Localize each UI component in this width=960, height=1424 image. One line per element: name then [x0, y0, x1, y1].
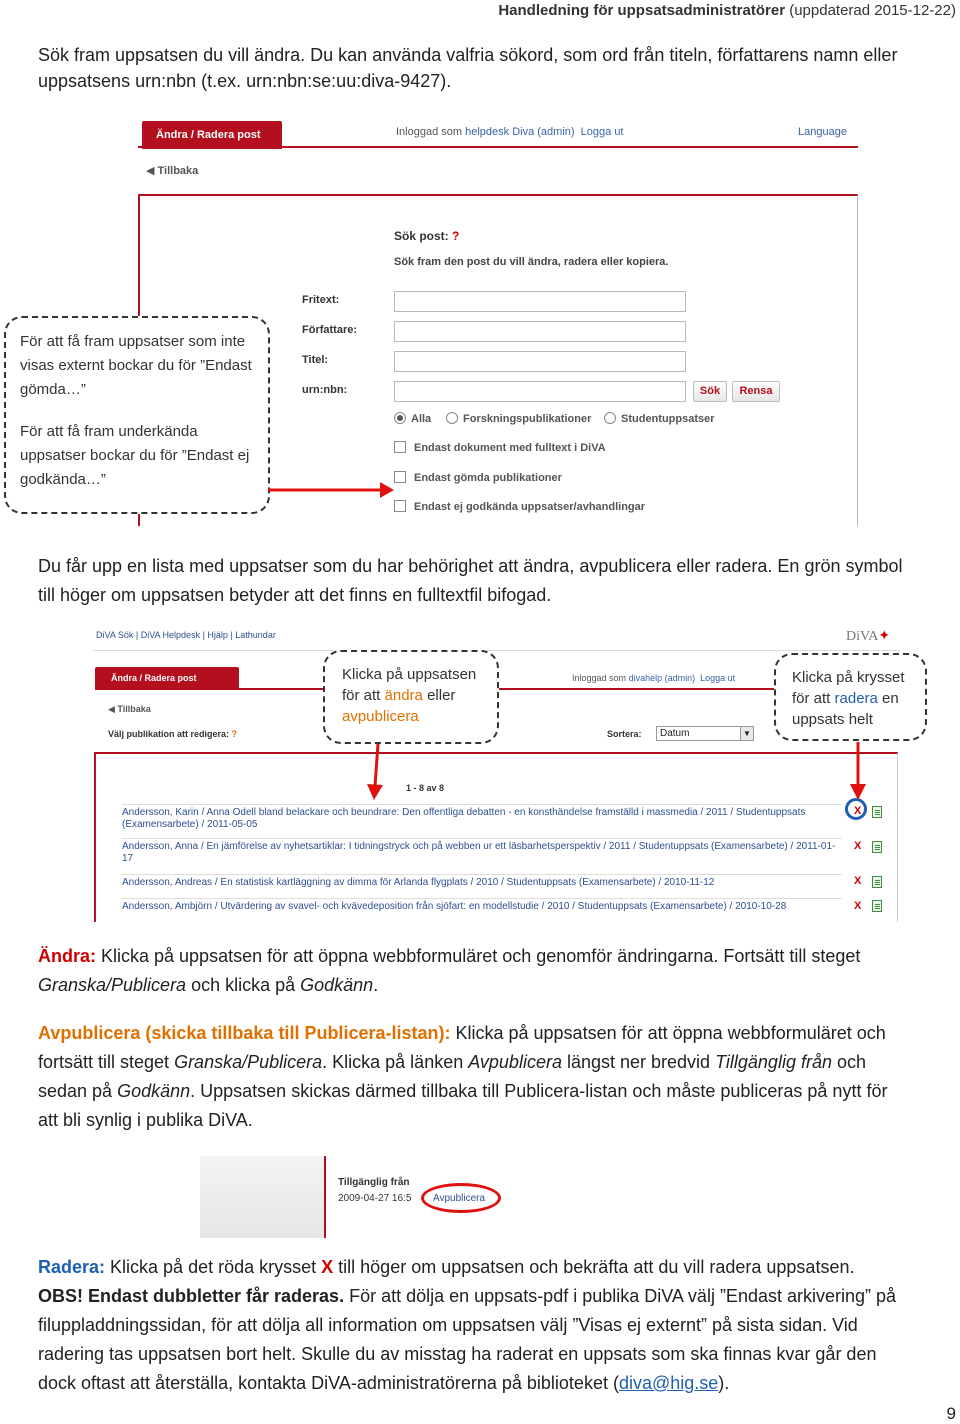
intro-line-2: uppsatsens urn:nbn (t.ex. urn:nbn:se:uu:diva-9427).	[38, 71, 452, 91]
radera-line-1	[38, 1253, 854, 1282]
andra-t2: och klicka på	[186, 975, 301, 995]
avpub-line-1	[38, 1019, 886, 1048]
forfattare-input[interactable]	[394, 321, 686, 342]
clear-button[interactable]: Rensa	[732, 381, 780, 402]
help-icon[interactable]: ?	[231, 729, 238, 739]
delete-x-2[interactable]: X	[854, 840, 862, 852]
nav-diva-helpdesk[interactable]: DiVA Helpdesk	[140, 630, 201, 640]
callout-hidden-p2: För att få fram underkända uppsatser bockar du för ”Endast ej godkända…”	[20, 423, 250, 488]
shot2-back[interactable]	[108, 704, 151, 715]
shot1-search-heading	[394, 229, 459, 243]
callout-edit-hl: ändra	[384, 687, 423, 704]
shot2-logout[interactable]: Logga ut	[700, 673, 736, 683]
avpub-i2: Avpublicera	[468, 1052, 562, 1072]
radera-l5b: ).	[718, 1373, 730, 1393]
diva-logo: DiVA	[846, 629, 879, 644]
header-title: Handledning för uppsatsadministratörer	[498, 2, 786, 19]
check-fulltext[interactable]	[394, 441, 406, 453]
radera-l5a: dock oftast att återställa, kontakta DiVA-administratörerna på biblioteket (	[38, 1373, 619, 1393]
radio-alla-label: Alla	[411, 413, 432, 425]
search-button[interactable]: Sök	[693, 381, 727, 402]
shot1-back[interactable]	[146, 164, 198, 177]
avpub-line-3	[38, 1077, 887, 1106]
shot1-search-desc: Sök fram den post du vill ändra, radera eller kopiera.	[394, 256, 669, 268]
callout3-arrow	[846, 740, 870, 802]
avpub-i3: Tillgänglig från	[715, 1052, 832, 1072]
avpublicera-screenshot	[200, 1156, 796, 1238]
shot3-label: Tillgänglig från	[338, 1177, 410, 1188]
shot1-back-label: Tillbaka	[157, 165, 199, 177]
andra-line-1	[38, 942, 860, 971]
shot2-user[interactable]: divahelp (admin)	[628, 673, 696, 683]
andra-line-2	[38, 971, 378, 1000]
shot2-nav-line	[92, 650, 900, 651]
avpub-i1: Granska/Publicera	[174, 1052, 323, 1072]
urn-input[interactable]	[394, 381, 686, 402]
avpub-i4: Godkänn	[117, 1081, 191, 1101]
help-icon[interactable]: ?	[452, 229, 460, 243]
delete-x-4[interactable]: X	[854, 900, 862, 912]
delete-x-1[interactable]: X	[854, 805, 862, 817]
fulltext-icon[interactable]	[872, 806, 882, 818]
callout-delete-pre: Klicka på krysset för att	[792, 669, 905, 707]
result-row-1[interactable]	[122, 804, 842, 832]
fritext-input[interactable]	[394, 291, 686, 312]
radera-obs: OBS! Endast dubbletter får raderas.	[38, 1286, 345, 1306]
back-arrow-icon: ◀	[146, 165, 158, 177]
shot1-user[interactable]: helpdesk Diva (admin)	[465, 126, 575, 138]
shot2-sort-label: Sortera:	[607, 729, 642, 739]
label-forfattare: Författare:	[302, 324, 358, 336]
avpub-t4: längst ner bredvid	[561, 1052, 716, 1072]
shot2-choose-label: Välj publikation att redigera:	[108, 729, 230, 739]
shot1-language[interactable]: Language	[798, 126, 847, 138]
avpub-t6: sedan på	[38, 1081, 118, 1101]
radio-alla[interactable]	[394, 412, 406, 424]
nav-lathundar[interactable]: Lathundar	[235, 630, 276, 640]
callout1-arrow	[266, 478, 396, 502]
shot2-tab[interactable]: Ändra / Radera post	[95, 667, 239, 689]
check-unapproved-label: Endast ej godkända uppsatser/avhandlingar	[414, 501, 646, 513]
star-icon: ✦	[878, 629, 891, 644]
fulltext-icon[interactable]	[872, 876, 882, 888]
avpub-t5: och	[831, 1052, 866, 1072]
radera-t1: Klicka på det röda krysset	[105, 1257, 322, 1277]
shot2-list-panel	[94, 752, 898, 922]
shot1-search-heading-text: Sök post:	[394, 229, 449, 243]
radio-student-label: Studentuppsatser	[621, 413, 715, 425]
avpub-t3: . Klicka på länken	[322, 1052, 469, 1072]
nav-hjalp[interactable]: Hjälp	[207, 630, 228, 640]
result-row-4[interactable]	[122, 898, 842, 916]
label-fritext: Fritext:	[302, 294, 340, 306]
shot2-login	[572, 673, 735, 683]
avpub-line-2	[38, 1048, 866, 1077]
radio-forskning[interactable]	[446, 412, 458, 424]
result-row-4-text[interactable]: Andersson, Ambjörn / Utvärdering av svavel- och kvävedeposition från sjöfart: en modellstudie / 2010 / Studentuppsats (Examensarbete) / 2010-10-28	[122, 901, 787, 912]
label-urn: urn:nbn:	[302, 384, 348, 396]
callout-hidden-p1: För att få fram uppsatser som inte visas externt bockar du för ”Endast gömda…”	[20, 333, 252, 398]
avpub-t1: Klicka på uppsatsen för att öppna webbformuläret och	[450, 1023, 886, 1043]
shot2-logged-in: Inloggad som	[572, 673, 627, 683]
mid-line-1: Du får upp en lista med uppsatser som du har behörighet att ändra, avpublicera eller radera. En grön symbol	[38, 556, 903, 576]
fulltext-icon[interactable]	[872, 900, 882, 912]
titel-input[interactable]	[394, 351, 686, 372]
label-titel: Titel:	[302, 354, 329, 366]
radera-line-4: radering tas uppsatsen bort helt. Skulle du av misstag ha raderat en uppsats som ska finnas kvar går den	[38, 1344, 877, 1364]
page-header	[498, 2, 956, 19]
result-row-1-text[interactable]: Andersson, Karin / Anna Odell bland belackare och beundrare: Den offentliga debatten - en konsthändelse framställd i massmedia / 2011 / Studentuppsats (Examensarbete) / 2011-05-05	[122, 807, 806, 830]
avpublicera-highlight-ellipse	[421, 1183, 501, 1213]
callout-delete-hl: radera	[834, 690, 878, 707]
result-row-2[interactable]	[122, 838, 842, 866]
andra-label: Ändra:	[38, 946, 96, 966]
sort-select[interactable]	[656, 726, 754, 741]
nav-diva-sok[interactable]: DiVA Sök	[96, 630, 134, 640]
radera-t2: till höger om uppsatsen och bekräfta att du vill radera uppsatsen.	[333, 1257, 855, 1277]
radera-line-2	[38, 1282, 896, 1311]
callout2-arrow	[364, 742, 388, 802]
sort-select-value: Datum	[660, 728, 690, 739]
shot2-nav: DiVA Sök | DiVA Helpdesk | Hjälp | Lathundar	[96, 630, 276, 640]
callout-edit-pre: Klicka på uppsatsen för att	[342, 666, 477, 704]
chevron-down-icon: ▼	[740, 727, 753, 740]
shot1-tab[interactable]: Ändra / Radera post	[142, 121, 282, 149]
header-date: (uppdaterad 2015-12-22)	[789, 2, 956, 19]
andra-step: Granska/Publicera	[38, 975, 187, 995]
radera-x: X	[321, 1257, 334, 1277]
andra-t3: .	[373, 975, 379, 995]
avpub-line-4: att bli synlig i publika DiVA.	[38, 1110, 253, 1130]
avpub-t2: fortsätt till steget	[38, 1052, 175, 1072]
page-number: 9	[946, 1404, 956, 1423]
result-row-3[interactable]	[122, 874, 842, 892]
shot2-choose	[108, 729, 237, 739]
andra-godkann: Godkänn	[300, 975, 374, 995]
callout-delete	[774, 653, 927, 741]
result-row-2-text[interactable]: Andersson, Anna / En jämförelse av nyhetsartiklar: I tidningstryck och på webben ur ett läsbarhetsperspektiv / 2011 / Studentuppsats (Examensarbete) / 2011-01-17	[122, 841, 836, 864]
radera-label: Radera:	[38, 1257, 106, 1277]
andra-text-1: Klicka på uppsatsen för att öppna webbformuläret och genomför ändringarna. Fortsätt till steget	[96, 946, 861, 966]
avpub-t7: . Uppsatsen skickas därmed tillbaka till Publicera-listan och måste publiceras på nytt för	[190, 1081, 888, 1101]
shot1-logged-in: Inloggad som	[396, 126, 463, 138]
callout-edit-mid: eller	[422, 687, 456, 704]
email-link[interactable]: diva@hig.se	[618, 1373, 719, 1393]
shot1-login-info	[396, 126, 624, 138]
check-hidden-label: Endast gömda publikationer	[414, 472, 562, 484]
radera-t3: För att dölja en uppsats-pdf i publika DiVA välj ”Endast arkivering” på	[344, 1286, 897, 1306]
callout-edit-hl2: avpublicera	[342, 708, 419, 725]
radio-student[interactable]	[604, 412, 616, 424]
result-count: 1 - 8 av 8	[406, 783, 445, 793]
delete-x-3[interactable]: X	[854, 875, 862, 887]
shot1-logout[interactable]: Logga ut	[580, 126, 624, 138]
fulltext-icon[interactable]	[872, 841, 882, 853]
radera-line-3: filuppladdningssidan, för att dölja all information om uppsatsen välj ”Visas ej externt” på sista sidan. Vid	[38, 1315, 858, 1335]
back-arrow-icon: ◀	[108, 704, 118, 714]
radera-line-5	[38, 1369, 729, 1398]
callout-edit	[323, 650, 499, 744]
callout-hidden-tips	[4, 316, 270, 514]
shot2-back-label: Tillbaka	[117, 704, 151, 714]
shot3-date: 2009-04-27 16:5	[338, 1193, 412, 1204]
intro-line-1: Sök fram uppsatsen du vill ändra. Du kan använda valfria sökord, som ord från titeln, författarens namn eller	[38, 45, 898, 65]
mid-line-2: till höger om uppsatsen betyder att det finns en fulltextfil bifogad.	[38, 585, 552, 605]
avpublicera-link[interactable]: Avpublicera	[433, 1193, 486, 1204]
callout-delete-post: en uppsats helt	[792, 690, 899, 728]
radio-forskning-label: Forskningspublikationer	[463, 413, 592, 425]
avpub-label: Avpublicera (skicka tillbaka till Publicera-listan):	[38, 1023, 451, 1043]
shot2-logo	[846, 628, 890, 645]
result-row-3-text[interactable]: Andersson, Andreas / En statistisk kartläggning av dimma för Arlanda flygplats / 2010 / Studentuppsats (Examensarbete) / 2010-11-12	[122, 877, 715, 888]
check-fulltext-label: Endast dokument med fulltext i DiVA	[414, 442, 606, 454]
